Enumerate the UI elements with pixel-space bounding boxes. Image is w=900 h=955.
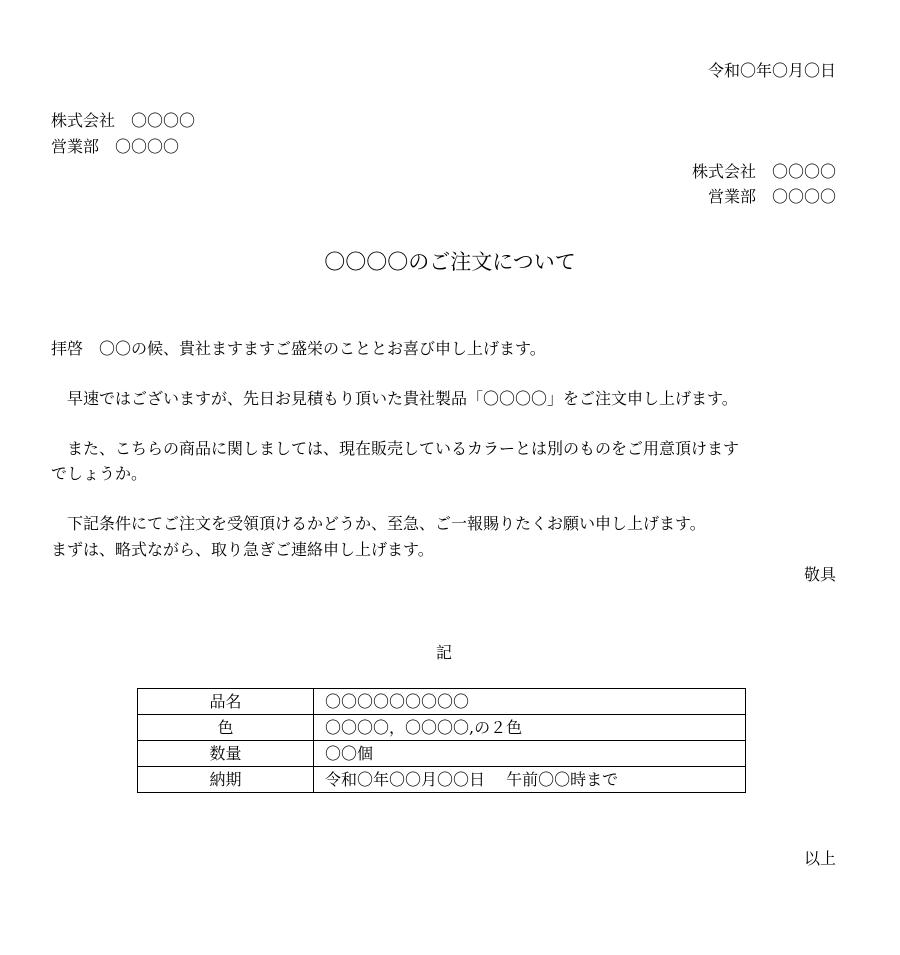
table-row: [138, 767, 746, 793]
document-date: 令和〇年〇月〇日: [707, 61, 836, 80]
document-title: 〇〇〇〇のご注文について: [324, 250, 576, 274]
paragraph-color-line1: また、こちらの商品に関しましては、現在販売しているカラーとは別のものをご用意頂けます: [51, 439, 740, 458]
table-row: [138, 715, 746, 741]
row-label: 納期: [138, 767, 314, 793]
row-value: 令和〇年〇〇月〇〇日 午前〇〇時まで: [314, 767, 746, 793]
paragraph-order: 早速ではございますが、先日お見積もり頂いた貴社製品「〇〇〇〇」をご注文申し上げます。: [51, 389, 738, 408]
row-label: 品名: [138, 689, 314, 715]
greeting-line: 拝啓 〇〇の候、貴社ますますご盛栄のこととお喜び申し上げます。: [51, 339, 546, 358]
table-row: [138, 741, 746, 767]
end-ijou: 以上: [803, 849, 836, 868]
table-row: [138, 689, 746, 715]
recipient-department: 営業部 〇〇〇〇: [51, 137, 180, 156]
sender-department: 営業部 〇〇〇〇: [707, 187, 836, 206]
ki-heading: 記: [435, 643, 452, 662]
row-label: 数量: [138, 741, 314, 767]
recipient-company: 株式会社 〇〇〇〇: [51, 111, 196, 130]
paragraph-request-line1: 下記条件にてご注文を受領頂けるかどうか、至急、ご一報賜りたくお願い申し上げます。: [51, 514, 706, 533]
row-value: 〇〇個: [314, 741, 746, 767]
paragraph-request-line2: まずは、略式ながら、取り急ぎご連絡申し上げます。: [51, 540, 434, 559]
paragraph-color-line2: でしょうか。: [51, 464, 148, 483]
row-value: 〇〇〇〇〇〇〇〇〇: [314, 689, 746, 715]
row-label: 色: [138, 715, 314, 741]
closing-keigu: 敬具: [803, 565, 836, 584]
conditions-table: [137, 688, 746, 793]
row-value: 〇〇〇〇，〇〇〇〇,の２色: [314, 715, 746, 741]
sender-company: 株式会社 〇〇〇〇: [691, 162, 836, 181]
